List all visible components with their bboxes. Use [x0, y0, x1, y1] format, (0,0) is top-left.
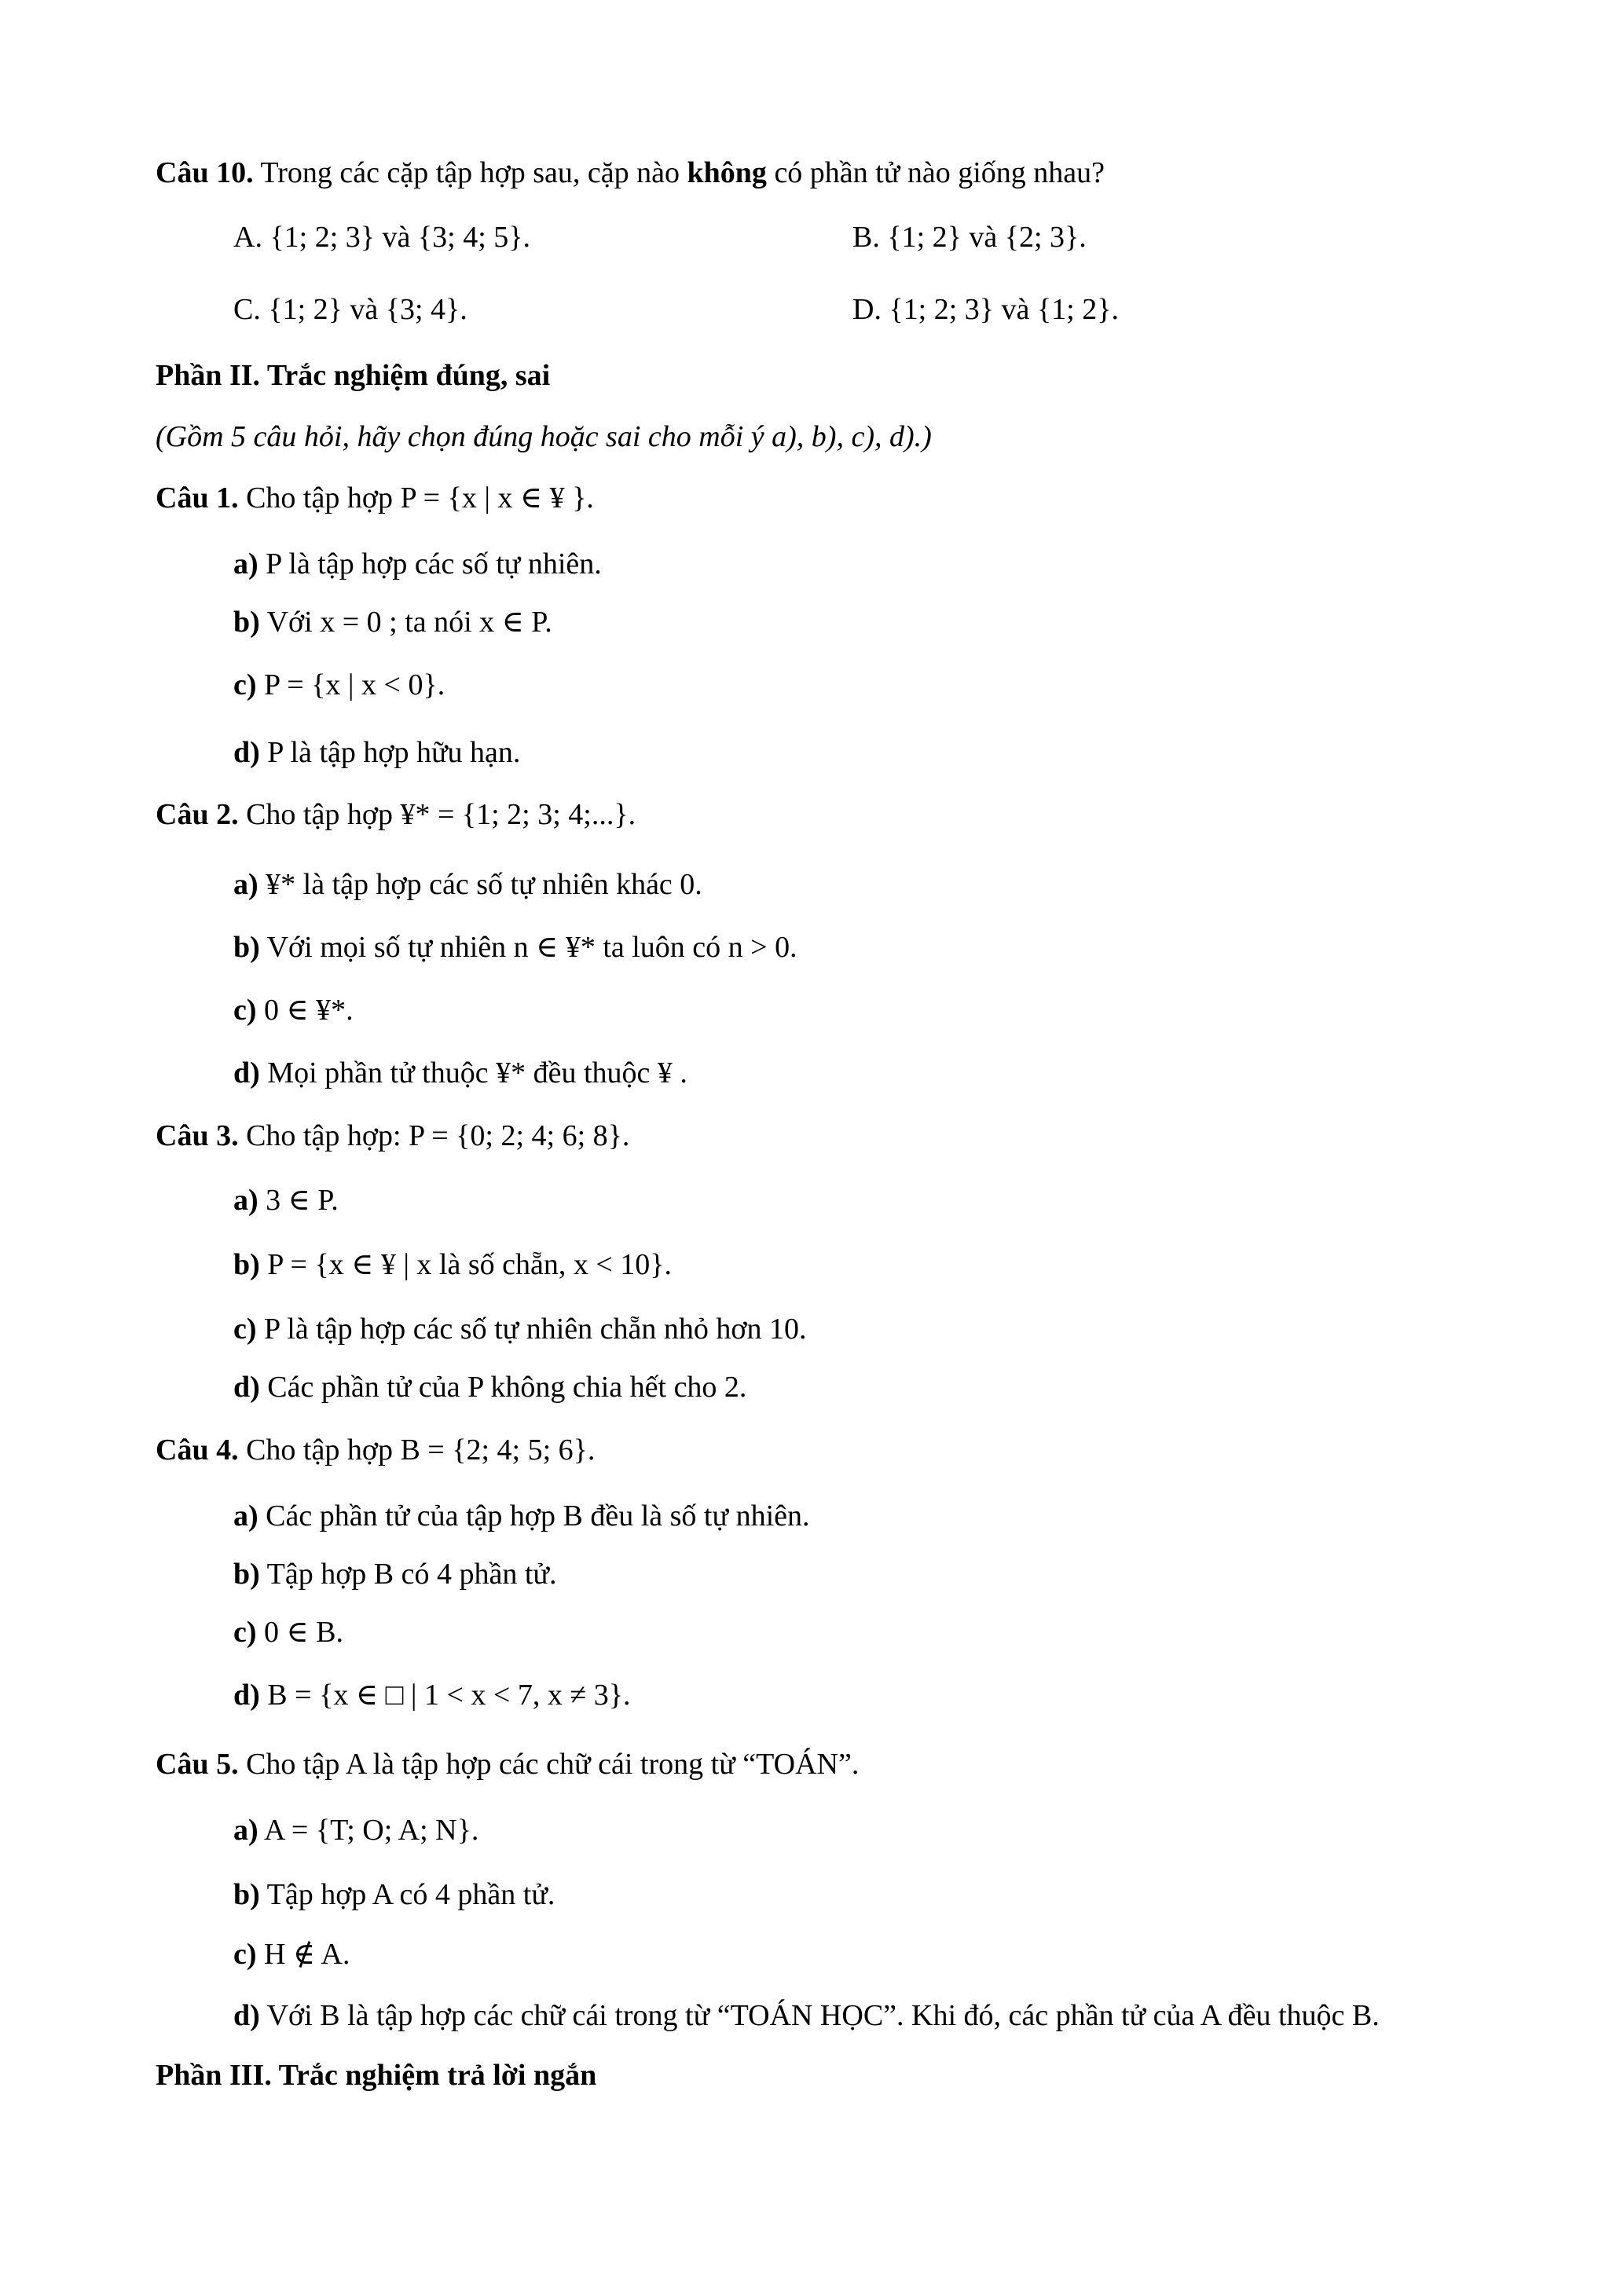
question-10-label: Câu 10.: [156, 156, 254, 189]
item-key: b): [233, 1248, 260, 1281]
question-10-emphasis: không: [687, 156, 767, 189]
question-10-text-a: Trong các cặp tập hợp sau, cặp nào: [253, 156, 687, 189]
item-text: 0 ∈ ¥*.: [256, 994, 354, 1027]
item-text: B = {x ∈ □ | 1 < x < 7, x ≠ 3}.: [259, 1679, 631, 1712]
item-text: H ∉ A.: [256, 1938, 350, 1971]
question-5-item-d: [233, 1998, 1380, 2034]
question-10-option-c: C. {1; 2} và {3; 4}.: [233, 293, 467, 326]
question-2-item-c: [233, 993, 354, 1029]
question-10-text-b: có phần tử nào giống nhau?: [766, 156, 1105, 189]
question-2-text: Cho tập hợp ¥* = {1; 2; 3; 4;...}.: [238, 798, 636, 831]
item-key: b): [233, 1878, 260, 1911]
item-text: P là tập hợp hữu hạn.: [259, 736, 521, 769]
question-1-item-d: [233, 735, 520, 771]
item-key: c): [233, 1313, 257, 1346]
item-text: Với B là tập hợp các chữ cái trong từ “TOÁN HỌC”. Khi đó, các phần tử của A đều thuộc B.: [259, 1999, 1380, 2032]
item-key: d): [233, 736, 260, 769]
question-10-option-a: A. {1; 2; 3} và {3; 4; 5}.: [233, 221, 530, 254]
item-text: P = {x | x < 0}.: [256, 668, 445, 701]
item-key: d): [233, 1056, 260, 1089]
question-2-item-d: [233, 1056, 687, 1092]
question-3-item-c: [233, 1312, 807, 1348]
part-2-title: Phần II. Trắc nghiệm đúng, sai: [156, 359, 551, 392]
question-3-text: Cho tập hợp: P = {0; 2; 4; 6; 8}.: [238, 1119, 630, 1152]
question-2-stem: [156, 797, 636, 833]
item-text: P là tập hợp các số tự nhiên.: [258, 547, 602, 580]
part-3-title: Phần III. Trắc nghiệm trả lời ngắn: [156, 2059, 597, 2092]
item-text: Tập hợp A có 4 phần tử.: [259, 1878, 555, 1911]
question-3-item-b: [233, 1247, 672, 1283]
item-key: d): [233, 1371, 260, 1404]
item-key: c): [233, 1938, 257, 1971]
question-5-text: Cho tập A là tập hợp các chữ cái trong từ “TOÁN”.: [238, 1748, 860, 1781]
item-key: c): [233, 1616, 257, 1649]
item-text: Mọi phần tử thuộc ¥* đều thuộc ¥ .: [259, 1056, 687, 1089]
item-text: Các phần tử của P không chia hết cho 2.: [259, 1371, 747, 1404]
question-5-stem: [156, 1747, 859, 1783]
question-1-item-a: [233, 547, 602, 583]
question-4-item-a: [233, 1499, 810, 1535]
item-key: c): [233, 994, 257, 1027]
question-1-stem: [156, 481, 594, 517]
question-4-label: Câu 4.: [156, 1434, 239, 1467]
item-text: Với x = 0 ; ta nói x ∈ P.: [259, 606, 552, 639]
question-5-item-c: [233, 1937, 350, 1973]
question-1-label: Câu 1.: [156, 482, 239, 514]
item-key: b): [233, 931, 260, 964]
question-2-label: Câu 2.: [156, 798, 239, 831]
question-4-stem: [156, 1433, 595, 1469]
question-4-item-d: [233, 1678, 630, 1714]
question-1-item-b: [233, 605, 552, 641]
question-4-text: Cho tập hợp B = {2; 4; 5; 6}.: [238, 1434, 596, 1467]
question-10-option-b: B. {1; 2} và {2; 3}.: [852, 221, 1087, 254]
question-10-option-d: D. {1; 2; 3} và {1; 2}.: [852, 293, 1119, 326]
question-3-item-d: [233, 1370, 746, 1406]
item-key: a): [233, 1184, 258, 1217]
question-2-item-b: [233, 930, 797, 966]
item-text: Với mọi số tự nhiên n ∈ ¥* ta luôn có n > 0.: [259, 931, 797, 964]
item-key: a): [233, 1500, 258, 1532]
item-key: b): [233, 1558, 260, 1591]
question-1-item-c: [233, 668, 445, 704]
question-1-text: Cho tập hợp P = {x | x ∈ ¥ }.: [238, 482, 594, 514]
question-4-item-b: [233, 1557, 557, 1593]
item-text: Tập hợp B có 4 phần tử.: [259, 1558, 557, 1591]
question-5-item-b: [233, 1877, 555, 1913]
question-3-stem: [156, 1119, 629, 1155]
item-text: P là tập hợp các số tự nhiên chẵn nhỏ hơn 10.: [256, 1313, 807, 1346]
item-key: a): [233, 547, 258, 580]
item-text: 0 ∈ B.: [256, 1616, 344, 1649]
question-4-item-c: [233, 1615, 343, 1651]
question-10-stem: [156, 156, 1105, 192]
item-text: P = {x ∈ ¥ | x là số chẵn, x < 10}.: [259, 1248, 673, 1281]
item-key: a): [233, 868, 258, 901]
question-2-item-a: [233, 867, 702, 903]
item-key: d): [233, 1679, 260, 1712]
question-3-item-a: [233, 1183, 339, 1219]
question-5-label: Câu 5.: [156, 1748, 239, 1781]
question-3-label: Câu 3.: [156, 1119, 239, 1152]
question-5-item-a: [233, 1813, 478, 1849]
item-key: a): [233, 1814, 258, 1847]
item-text: 3 ∈ P.: [258, 1184, 339, 1217]
item-key: c): [233, 668, 257, 701]
item-text: Các phần tử của tập hợp B đều là số tự nhiên.: [258, 1500, 810, 1532]
part-2-instruction: (Gồm 5 câu hỏi, hãy chọn đúng hoặc sai cho mỗi ý a), b), c), d).): [156, 420, 932, 453]
item-key: b): [233, 606, 260, 639]
item-text: ¥* là tập hợp các số tự nhiên khác 0.: [258, 868, 702, 901]
item-key: d): [233, 1999, 260, 2032]
item-text: A = {T; O; A; N}.: [258, 1814, 479, 1847]
